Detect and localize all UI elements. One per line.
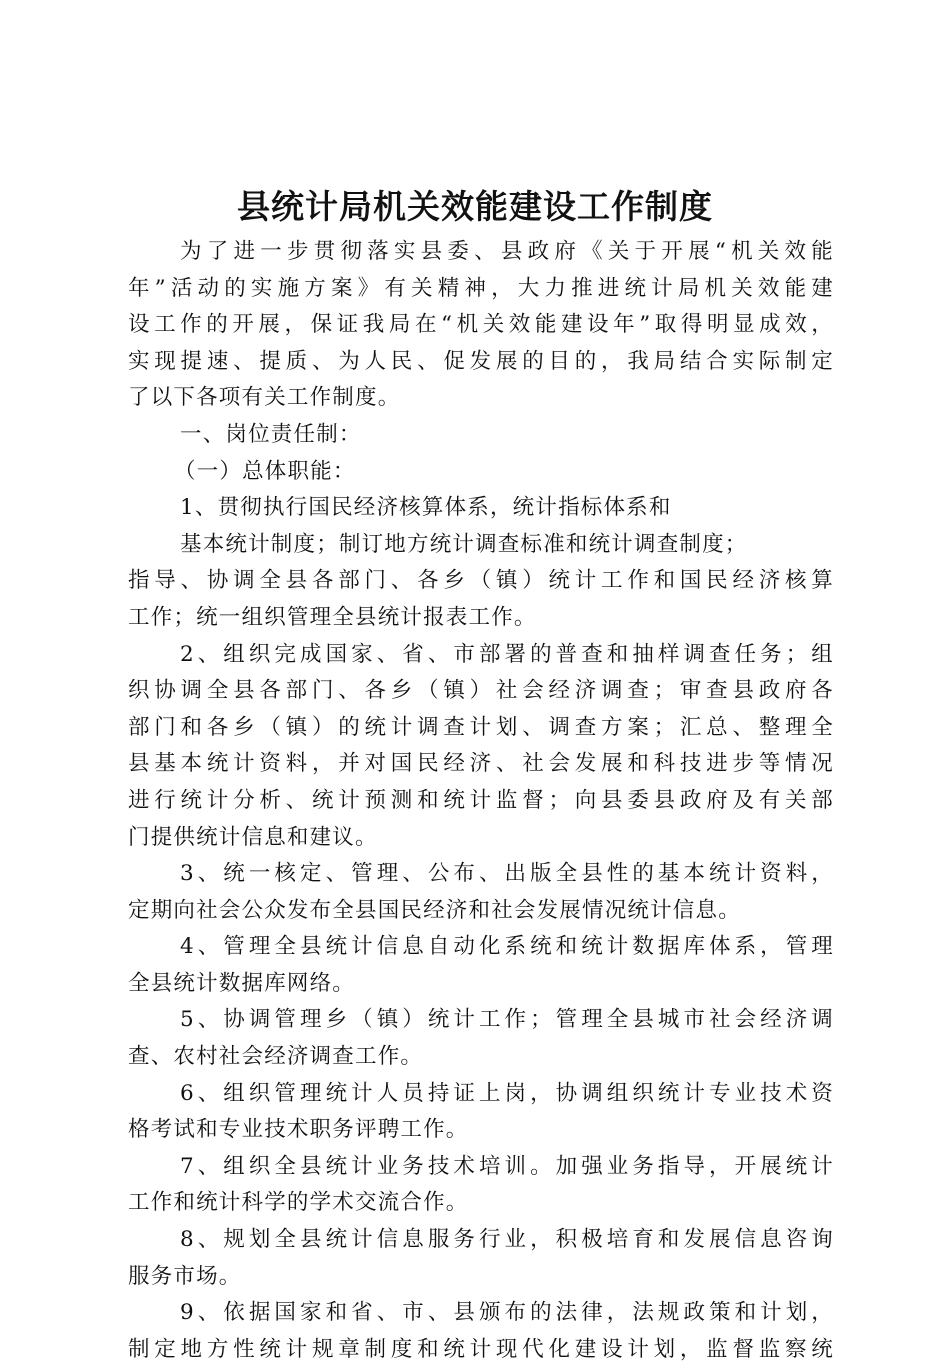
text-line: 定期向社会公众发布全县国民经济和社会发展情况统计信息。 bbox=[128, 897, 741, 923]
text-line: 3、统一核定、管理、公布、出版全县性的基本统计资料， bbox=[180, 861, 834, 887]
text-line: 设工作的开展，保证我局在“机关效能建设年”取得明显成效， bbox=[128, 312, 834, 338]
text-line: 格考试和专业技术职务评聘工作。 bbox=[128, 1117, 469, 1143]
text-line: 县基本统计资料，并对国民经济、社会发展和科技进步等情况 bbox=[128, 751, 834, 777]
text-line: 制定地方性统计规章制度和统计现代化建设计划，监督监察统 bbox=[128, 1336, 834, 1362]
text-line: 实现提速、提质、为人民、促发展的目的，我局结合实际制定 bbox=[128, 348, 834, 374]
text-line: 织协调全县各部门、各乡（镇）社会经济调查；审查县政府各 bbox=[128, 678, 834, 704]
text-line: 工作和统计科学的学术交流合作。 bbox=[128, 1190, 469, 1216]
text-line: 进行统计分析、统计预测和统计监督；向县委县政府及有关部 bbox=[128, 787, 834, 813]
text-line: 6、组织管理统计人员持证上岗，协调组织统计专业技术资 bbox=[180, 1080, 834, 1106]
text-line: 部门和各乡（镇）的统计调查计划、调查方案；汇总、整理全 bbox=[128, 714, 834, 740]
text-line: 指导、协调全县各部门、各乡（镇）统计工作和国民经济核算 bbox=[128, 568, 834, 594]
text-line: 7、组织全县统计业务技术培训。加强业务指导，开展统计 bbox=[180, 1153, 834, 1179]
text-line: 了以下各项有关工作制度。 bbox=[128, 385, 401, 411]
section-heading: 一、岗位责任制： bbox=[180, 421, 362, 447]
text-line: 9、依据国家和省、市、县颁布的法律，法规政策和计划， bbox=[180, 1300, 834, 1326]
text-line: 工作；统一组织管理全县统计报表工作。 bbox=[128, 604, 537, 630]
text-line: 服务市场。 bbox=[128, 1263, 242, 1289]
text-line: 4、管理全县统计信息自动化系统和统计数据库体系，管理 bbox=[180, 934, 834, 960]
subsection-heading: （一）总体职能： bbox=[174, 458, 356, 484]
text-line: 年”活动的实施方案》有关精神，大力推进统计局机关效能建 bbox=[128, 275, 834, 301]
text-line: 查、农村社会经济调查工作。 bbox=[128, 1044, 424, 1070]
text-line: 门提供统计信息和建议。 bbox=[128, 824, 378, 850]
document-body bbox=[128, 234, 834, 1368]
document-title: 县统计局机关效能建设工作制度 bbox=[237, 187, 713, 226]
text-line: 基本统计制度；制订地方统计调查标准和统计调查制度； bbox=[180, 531, 748, 557]
text-line: 为了进一步贯彻落实县委、县政府《关于开展“机关效能 bbox=[180, 239, 834, 264]
text-line: 2、组织完成国家、省、市部署的普查和抽样调查任务；组 bbox=[180, 641, 834, 667]
text-line: 1、贯彻执行国民经济核算体系，统计指标体系和 bbox=[180, 495, 672, 521]
text-line: 5、协调管理乡（镇）统计工作；管理全县城市社会经济调 bbox=[180, 1007, 834, 1033]
text-line: 全县统计数据库网络。 bbox=[128, 970, 356, 996]
text-line: 8、规划全县统计信息服务行业，积极培育和发展信息咨询 bbox=[180, 1227, 834, 1253]
